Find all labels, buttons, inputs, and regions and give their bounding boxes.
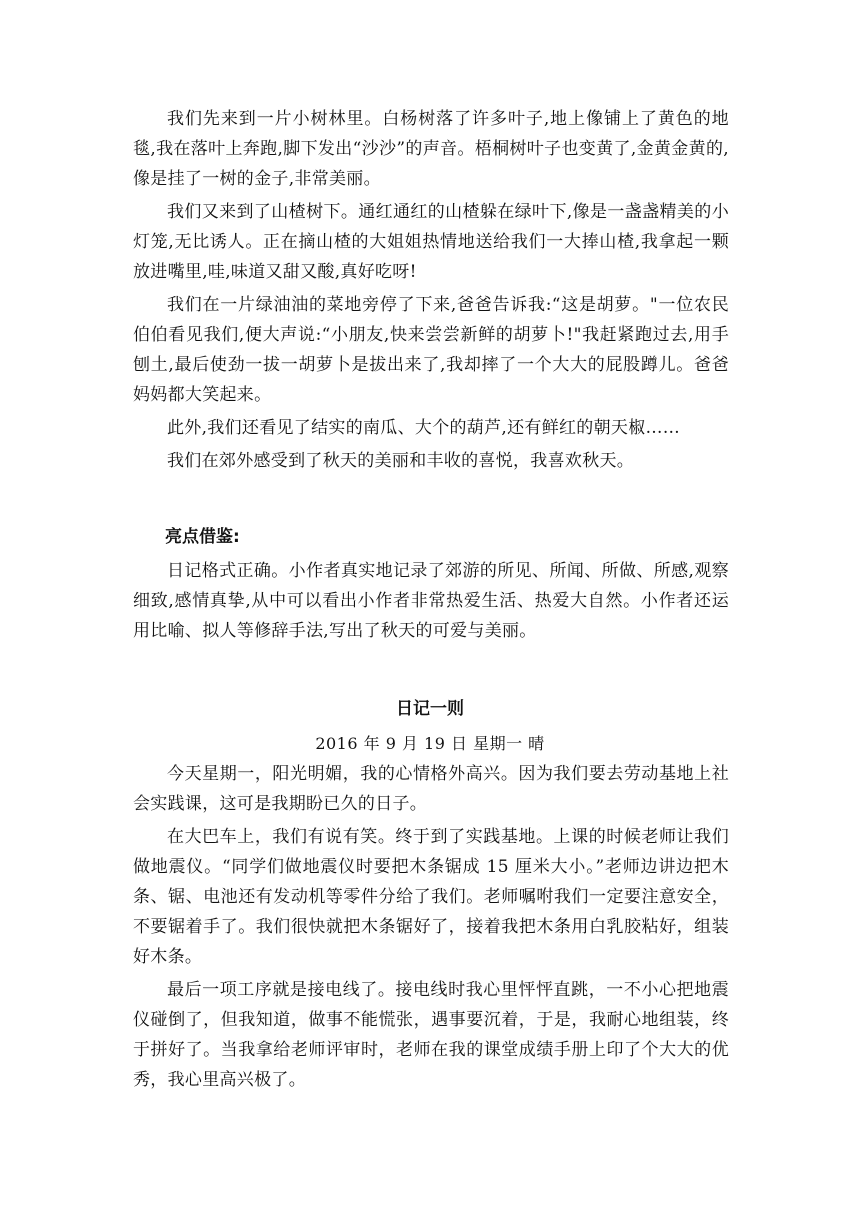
diary-one-paragraph: 我们又来到了山楂树下。通红通红的山楂躲在绿叶下,像是一盏盏精美的小灯笼,无比诱人。正在摘山楂的大姐姐热情地送给我们一大捧山楂,我拿起一颗放进嘴里,哇,味道又甜又酸,真好吃呀! — [133, 202, 729, 282]
diary-two-date: 2016 年 9 月 19 日 星期一 晴 — [315, 734, 545, 753]
highlight-body — [133, 556, 729, 646]
diary-one-paragraph: 此外,我们还看见了结实的南瓜、大个的葫芦,还有鲜红的朝天椒…… — [167, 418, 681, 438]
diary-two-paragraph: 最后一项工序就是接电线了。接电线时我心里怦怦直跳，一不小心把地震仪碰倒了，但我知道，做事不能慌张，遇事要沉着，于是，我耐心地组装，终于拼好了。当我拿给老师评审时，老师在我的课堂成绩手册上印了个大大的优秀，我心里高兴极了。 — [133, 980, 729, 1090]
diary-one-paragraph: 我们在郊外感受到了秋天的美丽和丰收的喜悦，我喜欢秋天。 — [167, 451, 635, 471]
highlight-paragraph: 日记格式正确。小作者真实地记录了郊游的所见、所闻、所做、所感,观察细致,感情真挚,从中可以看出小作者非常热爱生活、热爱大自然。小作者还运用比喻、拟人等修辞手法,写出了秋天的可爱与美丽。 — [133, 561, 729, 641]
highlight-heading: 亮点借鉴: — [165, 527, 240, 547]
diary-two-title: 日记一则 — [396, 699, 464, 719]
diary-one-paragraph: 我们在一片绿油油的菜地旁停了下来,爸爸告诉我:“这是胡萝。"一位农民伯伯看见我们,便大声说:“小朋友,快来尝尝新鲜的胡萝卜!"我赶紧跑过去,用手刨土,最后使劲一拔一胡萝卜是拔出来了,我却摔了一个大大的屁股蹲儿。爸爸妈妈都大笑起来。 — [133, 295, 729, 405]
diary-two-body — [133, 759, 729, 1095]
diary-two-paragraph: 今天星期一，阳光明媚，我的心情格外高兴。因为我们要去劳动基地上社会实践课，这可是我期盼已久的日子。 — [133, 764, 729, 814]
diary-two-paragraph: 在大巴车上，我们有说有笑。终于到了实践基地。上课的时候老师让我们做地震仪。“同学们做地震仪时要把木条锯成 15 厘米大小。”老师边讲边把木条、锯、电池还有发动机等零件分给了我们。老师嘱咐我们一定要注意安全，不要锯着手了。我们很快就把木条锯好了，接着我把木条用白乳胶粘好，组装好木条。 — [133, 827, 729, 967]
diary-one-body — [133, 104, 729, 476]
diary-one-paragraph: 我们先来到一片小树林里。白杨树落了许多叶子,地上像铺上了黄色的地毯,我在落叶上奔跑,脚下发出“沙沙”的声音。梧桐树叶子也变黄了,金黄金黄的,像是挂了一树的金子,非常美丽。 — [133, 109, 729, 189]
